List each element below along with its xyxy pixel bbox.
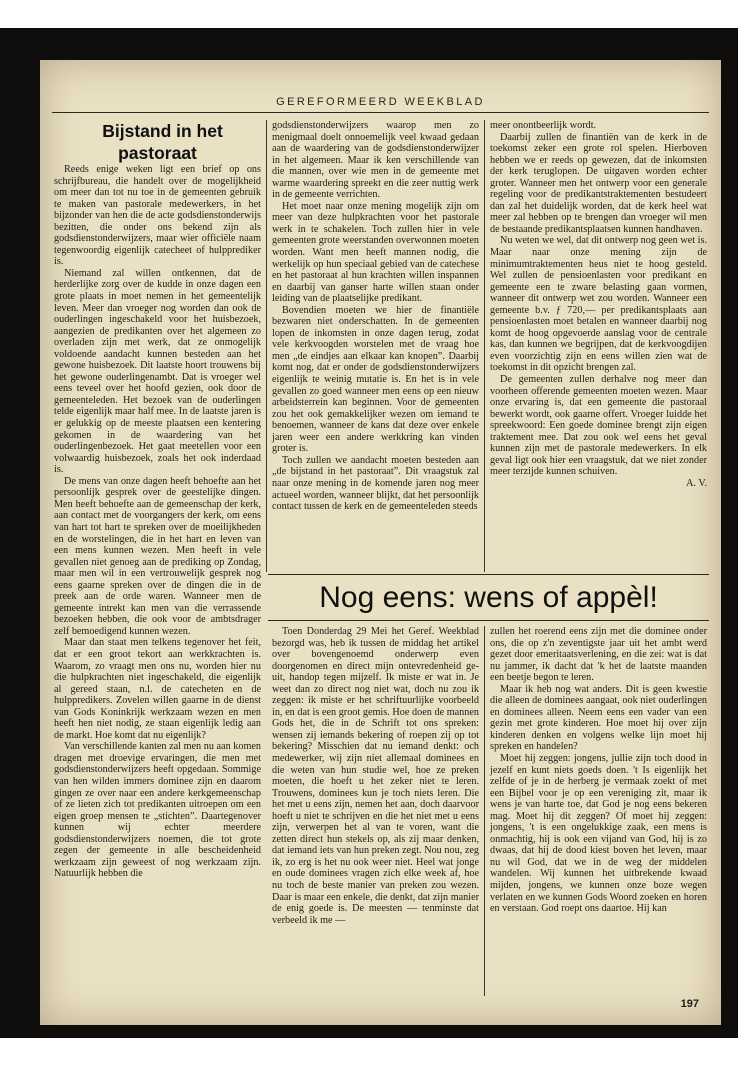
newspaper-page xyxy=(40,60,721,1025)
paragraph: zullen het roerend eens zijn met die dominee onder ons, die op z'n zeventigste jaar uit het ambt werd gezet door emeritaatsverlening, en die zei: wat is dat nu jammer, ik dacht dat 'k het de laatste maanden een beetje begon te leren. xyxy=(490,626,707,684)
page-number: 197 xyxy=(680,998,699,1010)
article2-column-2 xyxy=(490,626,707,915)
paragraph: Van verschillende kanten zal men nu aan komen dragen met droevige ervaringen, die men met godsdienstonderwijzers heeft opgedaan. Sommige van hen wilden immers dominee zijn en daarom gingen ze over naar een andere kerkgemeenschap of ze lieten zich tot predikanten uitroepen om een eigen groep mensen te „stichten”. Daartegenover kunnen wij echter meerdere godsdienstonderwijzers noemen, die tot grote zegen der gemeente in alle bescheidenheid werkzaam zijn geweest of nog werkzaam zijn. Natuurlijk hebben die xyxy=(54,741,261,880)
paragraph: Toch zullen we aandacht moeten besteden aan „de bijstand in het pastoraat”. Dit vraagstuk zal naar onze mening in de komende jaren nog meer actueel worden, wanneer blijkt, dat het persoonlijk contact tussen de kerk en de gemeenteleden steeds xyxy=(272,454,479,513)
paragraph: De gemeenten zullen derhalve nog meer dan voorheen offerende gemeenten moeten wezen. Maar onze ervaring is, dat een gemeente die pastoraal bewerkt wordt, ook gaarne offert. Vroeger luidde het spreekwoord: Een goede dominee brengt zijn eigen traktement mee. Dat zou ook wel eens het geval kunnen zijn met de pastorale medewerkers. In elk geval ligt ook hier een vraagstuk, dat we niet zonder meer terzijde kunnen schuiven. xyxy=(490,374,707,478)
paragraph: Daarbij zullen de finantiën van de kerk in de toekomst zeker een grote rol spelen. Hierboven hebben we er reeds op gewezen, dat de inkomsten der kerk teruglopen. De uitgaven worden echter groter. Wanneer men het ontwerp voor een generale regeling voor de predikantstraktementen bestudeert dan zal het duidelijk worden, dat de kerk heel wat meer zal hebben op te brengen dan vroeger wil men de bestaande predikantsplaatsen kunnen handhaven. xyxy=(490,131,707,235)
paragraph: Nu weten we wel, dat dit ontwerp nog geen wet is. Maar naar onze mening zijn de minimumtraktementen heus niet te hoog gesteld. Wel zullen de pensioenlasten voor predikant en gemeente een te zware belasting gaan vormen, wanneer dit ontwerp wet zou worden. Wanneer een gemeente b.v. ƒ 720,— per predikantsplaats aan pensioenlasten moet betalen en wanneer daarbij nog komt de hoog opgevoerde aanslag voor de centrale kas, dan kunnen we begrijpen, dat de kerkvoogdijen even voorzichtig zijn en eens willen zien wat de toekomst in dit opzicht brengen zal. xyxy=(490,235,707,374)
author-signature: A. V. xyxy=(686,477,707,489)
paragraph: De mens van onze dagen heeft behoefte aan het persoonlijk gesprek over de geestelijke dingen. Men heeft behoefte aan de gemeenschap der kerk, aan contact met de voorgangers der kerk, om eens van hart tot hart te spreken over de moeilijkheden en de worstelingen, die in het hart en leven van een mens kunnen wezen. Men heeft in vele gevallen niet genoeg aan de prediking op Zondag, maar men wil in een vertrouwelijk gesprek nog eens gaarne spreken over de dingen die in de preek aan de orde waren. Wanneer men de gemeente intrekt kan men van die verrassende bezoeken hebben, die ook voor de ambtsdrager zelf bemoedigend kunnen wezen. xyxy=(54,475,261,637)
paragraph: meer onontbeerlijk wordt. xyxy=(490,120,597,131)
article2-title: Nog eens: wens of appèl! xyxy=(319,581,658,614)
paragraph: Maar ik heb nog wat anders. Dit is geen kwestie die alleen de dominees aangaat, ook niet ouderlingen en dominees alleen. Neem eens een vader van een gezin met grote kinderen. Hoe moet hij over zijn kinderen denken en volgens welke lijn moet hij spreken en handelen? xyxy=(490,683,707,753)
paragraph: Toen Donderdag 29 Mei het Geref. Weekblad bezorgd was, heb ik tussen de middag het artikel over bovengenoemd onderwerp even doorgenomen en direct mijn ontevredenheid ge-uit, handop tegen mijzelf. Ik miste er wat in. Je weet dan zo direct nog niet wat, doch nu zou ik zeggen: ik miste er het schriftuurlijke voorbeeld in, en dat is een groot gemis. Hoe doen de mannen Gods het, die in de Schrift tot ons spreken: wensen zij iemands bekering of roepen zij op tot bekering? Misschien dat nu iemand denkt: och medewerker, wij zijn niet allemaal dominees en die weten van hun studie wel, hoe ze preken moeten, die hoeft u het zeker niet te leren. Trouwens, dominees kun je toch niets leren. Die het met u eens zijn, nemen het aan, doch daarvoor hoeft u niet te schrijven en die het niet met u eens zijn, verwerpen het al van te voren, want die zetten direct hun stekels op, als zij maar denken, dat iemand iets van hun preken zegt. Nou nou, zeg ik, zo erg is het nu ook weer niet. Heel wat jonge en oude dominees vragen zich elke week af, hoe nu toch de beste manier van preken zou wezen. Daar is maar een enkele, die denkt, dat zijn manier de enig goede is. De meesten — tenminste dat verbeeld ik me — xyxy=(272,626,479,926)
title-rule xyxy=(268,620,709,621)
article2-column-1 xyxy=(272,626,479,926)
paragraph: Bovendien moeten we hier de finantiële bezwaren niet onderschatten. In de gemeenten lopen de inkomsten in onze dagen terug, zodat vele kerkvoogden worstelen met de vraag hoe men „de eindjes aan elkaar kan knopen”. Daarbij komt nog, dat er onder de godsdienstonderwijzers eigenlijk te weinig mutatie is. En het is in vele gevallen zo goed wanneer men eens op een nieuw arbeidsterrein kan beginnen. Voor de gemeenten zou het ook gemakkelijker wezen om iemand te benoemen, wanneer de kans dat deze over enkele jaren weer een andere werkkring kan vinden groter is. xyxy=(272,304,479,455)
paragraph: Maar dan staat men telkens tegenover het feit, dat er een groot tekort aan werkkrachten is. Waarom, zo vraagt men ons nu, worden hier nu die hulpkrachten niet ingeschakeld, die eigenlijk al gereed staan, n.l. de catecheten en de hulppredikers. Zovelen willen gaarne in de dienst van Gods Koninkrijk werkzaam wezen en men heeft hen niet nodig, ze staan eigenlijk ledig aan de markt. Hoe komt dat nu eigenlijk? xyxy=(54,637,261,741)
column-divider xyxy=(266,120,267,572)
running-head: GEREFORMEERD WEEKBLAD xyxy=(276,96,485,108)
article-separator xyxy=(268,574,709,575)
column-divider xyxy=(484,626,485,996)
paragraph: godsdienstonderwijzers waarop men zo menigmaal doelt onnoemelijk veel kwaad gedaan aan de waardering van de godsdienstonderwijzer in het algemeen. Maar ik ken verschillende van die mannen, over wie men in de gemeente met warme waardering spreekt en die zeer nuttig werk in de gemeente verrichten. xyxy=(272,120,479,201)
article1-column-2 xyxy=(272,120,479,513)
article1-title: Bijstand in het pastoraat xyxy=(102,121,223,163)
article1-column-3 xyxy=(490,120,707,490)
paragraph: Reeds enige weken ligt een brief op ons schrijfbureau, die handelt over de mogelijkheid om meer dan tot nu toe in de gemeenten gebruik te maken van pastorale medewerkers, in het bijzonder van hen die de acte godsdienstonderwijs bezitten, die onder ons bekend zijn als godsdienstonderwijzers, maar wier officiële naam tegenwoordig eigenlijk catecheet of hulpprediker is. xyxy=(54,164,261,268)
header-rule xyxy=(52,112,709,113)
paragraph: Moet hij zeggen: jongens, jullie zijn toch dood in jezelf en kunt niets goeds doen. 't Is eigenlijk het zelfde of je in de herberg je vermaak zoekt of met een Bijbel voor je op een vereniging zit, maar ik wens je van harte toe, dat God je nog eens bekeren mag. Moet hij dit zeggen? Of moet hij zeggen: jongens, 't is een ongelukkige zaak, een mens is onmachtig, hij is ook een vijand van God, hij is zo dwaas, dat hij de dood kiest boven het leven, maar nu wil God, dat we in de weg der middelen wandelen. Wij kunnen het uitbrekende kwaad mijden, jongens, we kunnen onze boze wegen verlaten en we kunnen Gods Woord zoeken en horen en verstaan. God roept ons daartoe. Hij kan xyxy=(490,753,707,915)
paragraph: Niemand zal willen ontkennen, dat de herderlijke zorg over de kudde in onze dagen een grote plaats in moet nemen in het gemeentelijk leven. Meer dan vroeger nog worden dan ook de ouderlingen ingeschakeld voor het huisbezoek, aangezien de predikanten over het algemeen zo overladen zijn met werk, dat ze onmogelijk voldoende aandacht kunnen besteden aan het gewone huisbezoek. Dit laatste hoort trouwens bij het gewone ouderlingenambt. Dat is vroeger wel eens teveel over het hoofd gezien, ook door de gemeenteleden. Het bezoek van de ouderlingen telde eigenlijk maar half mee. In de laatste jaren is er gelukkig op de meeste plaatsen een kentering gekomen in de waardering van het ouderlingenbezoek. Het gaat meetellen voor een volwaardig huisbezoek, zoals het ook inderdaad is. xyxy=(54,267,261,476)
column-divider xyxy=(484,120,485,572)
article1-column-1 xyxy=(54,120,261,880)
paragraph: Het moet naar onze mening mogelijk zijn om meer van deze hulpkrachten voor het pastorale werk in te schakelen. Toch zullen hier in vele gemeenten grote weerstanden overwonnen moeten worden. Want men heeft mannen nodig, die werkelijk op hun speciaal gebied van de catechese en het pastoraat al hun krachten willen inspannen en daarbij van ganser harte willen staan onder leiding van de plaatselijke predikant. xyxy=(272,200,479,305)
